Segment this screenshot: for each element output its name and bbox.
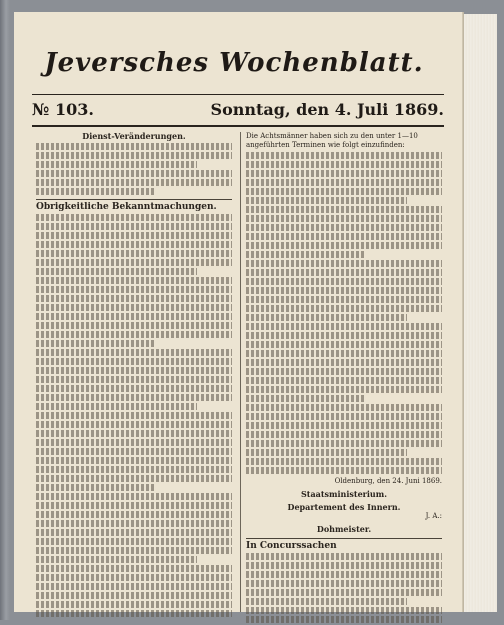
- rule: [32, 125, 444, 127]
- text-block: [36, 143, 232, 195]
- left-column: [36, 130, 232, 619]
- section-heading: Obrigkeitliche Bekanntmachungen.: [36, 199, 232, 212]
- text-block: [246, 132, 442, 150]
- newspaper-page: [14, 12, 462, 612]
- issue-number: № 103.: [32, 100, 94, 119]
- section-heading: In Concurssachen: [246, 538, 442, 551]
- column-divider: [240, 132, 241, 612]
- rule: [32, 94, 444, 95]
- masthead: Jeversches Wochenblatt.: [44, 48, 424, 78]
- page-stack-edge: [462, 14, 497, 612]
- department: Departement des Innern.: [287, 502, 401, 512]
- initials: J. A.:: [425, 512, 442, 520]
- section-heading: Dienst-Veränderungen.: [82, 131, 186, 141]
- official-name: Dohmeister.: [316, 524, 372, 534]
- right-column: [246, 130, 442, 625]
- issue-line: [32, 100, 444, 119]
- signature-date: Oldenburg, den 24. Juni 1869.: [334, 477, 442, 485]
- issue-date: Sonntag, den 4. Juli 1869.: [210, 100, 444, 119]
- intro-text: Die Achtsmänner haben sich zu den unter 1—10 angeführten Terminen wie folgt einzufinden:: [246, 132, 418, 149]
- ministry: Staatsministerium.: [300, 489, 387, 499]
- text-block: [36, 214, 232, 617]
- text-block: [246, 553, 442, 623]
- text-block: [246, 152, 442, 474]
